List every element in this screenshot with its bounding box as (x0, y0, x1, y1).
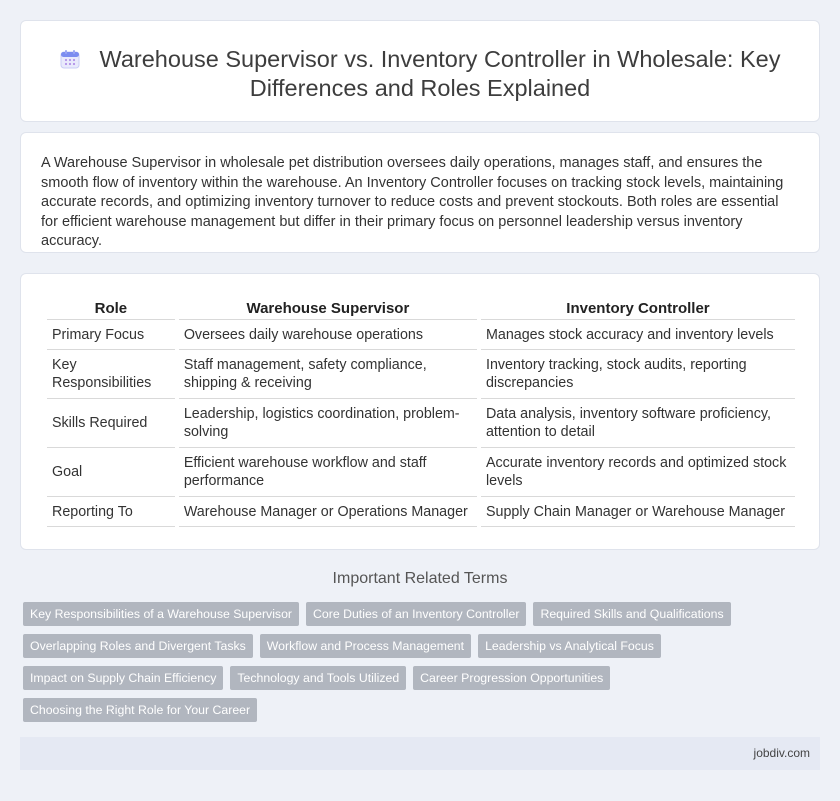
page-title-text: Warehouse Supervisor vs. Inventory Controller in Wholesale: Key Differences and Roles Explained (99, 46, 781, 101)
row-label: Reporting To (47, 497, 175, 527)
supervisor-cell: Warehouse Manager or Operations Manager (179, 497, 477, 527)
tag-link[interactable]: Technology and Tools Utilized (230, 666, 406, 690)
tag-link[interactable]: Career Progression Opportunities (413, 666, 610, 690)
supervisor-cell: Oversees daily warehouse operations (179, 320, 477, 350)
title-wrap (21, 45, 819, 103)
title-card (20, 20, 820, 122)
page-title (21, 45, 819, 103)
intro-paragraph: A Warehouse Supervisor in wholesale pet distribution oversees daily operations, manages staff, and ensures the smooth flow of inventory within the warehouse. An Inventory Controller focuses on tracking stock levels, maintaining accurate records, and optimizing inventory turnover to reduce costs and prevent stockouts. Both roles are essential for efficient warehouse management but differ in their primary focus on personnel leadership versus inventory accuracy. (41, 155, 784, 249)
controller-cell: Manages stock accuracy and inventory levels (481, 320, 795, 350)
row-label: Skills Required (47, 399, 175, 448)
tag-link[interactable]: Key Responsibilities of a Warehouse Supervisor (23, 602, 299, 626)
tag-link[interactable]: Overlapping Roles and Divergent Tasks (23, 634, 253, 658)
footer (20, 737, 820, 770)
calendar-icon (60, 47, 80, 67)
row-label: Primary Focus (47, 320, 175, 350)
table-row (47, 399, 795, 448)
header-warehouse-supervisor: Warehouse Supervisor (179, 296, 477, 320)
comparison-table (43, 296, 799, 527)
tag-row (23, 634, 823, 666)
controller-cell: Inventory tracking, stock audits, reporting discrepancies (481, 350, 795, 399)
tag-link[interactable]: Core Duties of an Inventory Controller (306, 602, 526, 626)
header-inventory-controller: Inventory Controller (481, 296, 795, 320)
tag-link[interactable]: Required Skills and Qualifications (533, 602, 730, 626)
related-terms-heading: Important Related Terms (332, 570, 508, 587)
controller-cell: Accurate inventory records and optimized stock levels (481, 448, 795, 497)
tag-link[interactable]: Workflow and Process Management (260, 634, 471, 658)
tag-row (23, 666, 823, 698)
controller-cell: Data analysis, inventory software proficiency, attention to detail (481, 399, 795, 448)
table-row (47, 320, 795, 350)
supervisor-cell: Staff management, safety compliance, shipping & receiving (179, 350, 477, 399)
tag-row (23, 602, 823, 634)
related-terms-list (23, 602, 823, 730)
controller-cell: Supply Chain Manager or Warehouse Manager (481, 497, 795, 527)
row-label: Goal (47, 448, 175, 497)
tag-link[interactable]: Leadership vs Analytical Focus (478, 634, 661, 658)
supervisor-cell: Leadership, logistics coordination, problem-solving (179, 399, 477, 448)
header-role: Role (47, 296, 175, 320)
table-header-row (47, 296, 795, 320)
table-row (47, 448, 795, 497)
table-row (47, 497, 795, 527)
tag-link[interactable]: Choosing the Right Role for Your Career (23, 698, 257, 722)
comparison-card (20, 273, 820, 550)
tag-row (23, 698, 823, 730)
row-label: Key Responsibilities (47, 350, 175, 399)
table-row (47, 350, 795, 399)
tag-link[interactable]: Impact on Supply Chain Efficiency (23, 666, 223, 690)
footer-site-link[interactable]: jobdiv.com (753, 746, 810, 760)
intro-card (20, 132, 820, 253)
supervisor-cell: Efficient warehouse workflow and staff performance (179, 448, 477, 497)
